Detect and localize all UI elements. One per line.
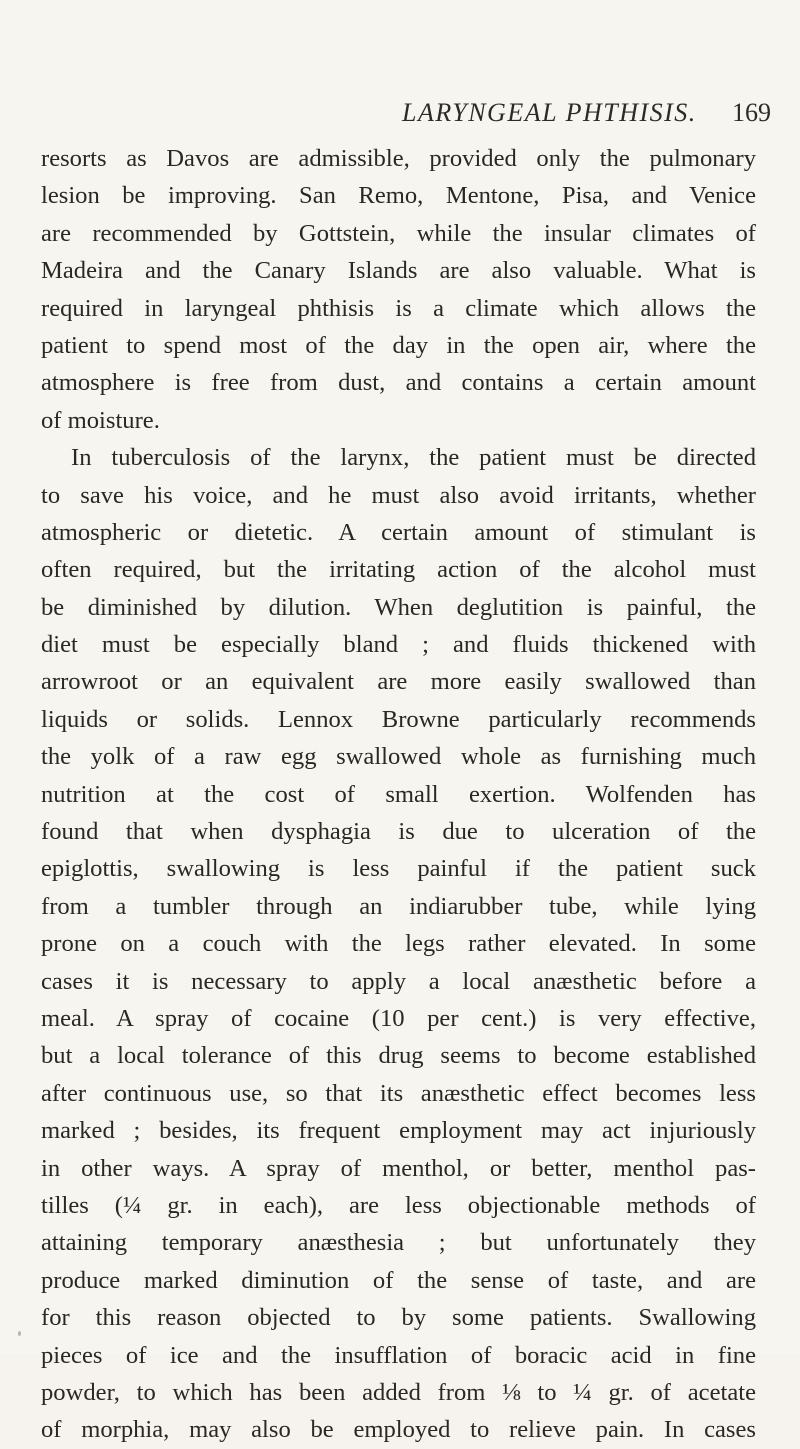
- text-line: meal. A spray of cocaine (10 per cent.) is very effective,: [41, 1004, 756, 1032]
- text-line: of morphia, may also be employed to relieve pain. In cases: [41, 1416, 756, 1444]
- text-line: found that when dysphagia is due to ulceration of the: [41, 818, 756, 846]
- text-line: tilles (¼ gr. in each), are less objectionable methods of: [41, 1191, 756, 1219]
- text-line: liquids or solids. Lennox Browne particularly recommends: [41, 705, 756, 733]
- text-line: nutrition at the cost of small exertion. Wolfenden has: [41, 780, 756, 808]
- running-head: [0, 98, 800, 138]
- text-line: after continuous use, so that its anæsthetic effect becomes less: [41, 1079, 756, 1107]
- text-line: are recommended by Gottstein, while the insular climates of: [41, 219, 756, 247]
- text-line: arrowroot or an equivalent are more easily swallowed than: [41, 668, 756, 696]
- text-line: atmospheric or dietetic. A certain amount of stimulant is: [41, 518, 756, 546]
- text-line: to save his voice, and he must also avoid irritants, whether: [41, 481, 756, 509]
- text-line: cases it is necessary to apply a local anæsthetic before a: [41, 967, 756, 995]
- text-line: be diminished by dilution. When deglutition is painful, the: [41, 593, 756, 621]
- text-line: for this reason objected to by some patients. Swallowing: [41, 1304, 756, 1332]
- text-line: in other ways. A spray of menthol, or better, menthol pas-: [41, 1154, 756, 1182]
- text-line: powder, to which has been added from ⅛ to ¼ gr. of acetate: [41, 1378, 756, 1406]
- paragraph-first-line: In tuberculosis of the larynx, the patient must be directed: [71, 444, 756, 472]
- text-line: patient to spend most of the day in the open air, where the: [41, 331, 756, 359]
- text-line: lesion be improving. San Remo, Mentone, Pisa, and Venice: [41, 182, 756, 210]
- text-line: often required, but the irritating action of the alcohol must: [41, 556, 756, 584]
- paper-speck: [18, 1331, 21, 1336]
- text-line: required in laryngeal phthisis is a climate which allows the: [41, 294, 756, 322]
- text-line: Madeira and the Canary Islands are also valuable. What is: [41, 257, 756, 285]
- text-line: marked ; besides, its frequent employment may act injuriously: [41, 1117, 756, 1145]
- text-line: resorts as Davos are admissible, provided only the pulmonary: [41, 145, 756, 172]
- text-line: of moisture.: [41, 406, 160, 434]
- text-line: epiglottis, swallowing is less painful if the patient suck: [41, 855, 756, 883]
- page-number: 169: [732, 98, 771, 127]
- text-line: from a tumbler through an indiarubber tube, while lying: [41, 892, 756, 920]
- body-text: [41, 140, 756, 1449]
- text-line: but a local tolerance of this drug seems to become established: [41, 1042, 756, 1070]
- text-line: attaining temporary anæsthesia ; but unfortunately they: [41, 1229, 756, 1257]
- text-line: diet must be especially bland ; and fluids thickened with: [41, 631, 756, 659]
- text-line: the yolk of a raw egg swallowed whole as furnishing much: [41, 743, 756, 771]
- text-line: pieces of ice and the insufflation of boracic acid in fine: [41, 1341, 756, 1369]
- running-title: LARYNGEAL PHTHISIS.: [402, 98, 697, 127]
- text-line: atmosphere is free from dust, and contains a certain amount: [41, 369, 756, 397]
- text-line: prone on a couch with the legs rather elevated. In some: [41, 930, 756, 958]
- text-line: produce marked diminution of the sense of taste, and are: [41, 1266, 756, 1294]
